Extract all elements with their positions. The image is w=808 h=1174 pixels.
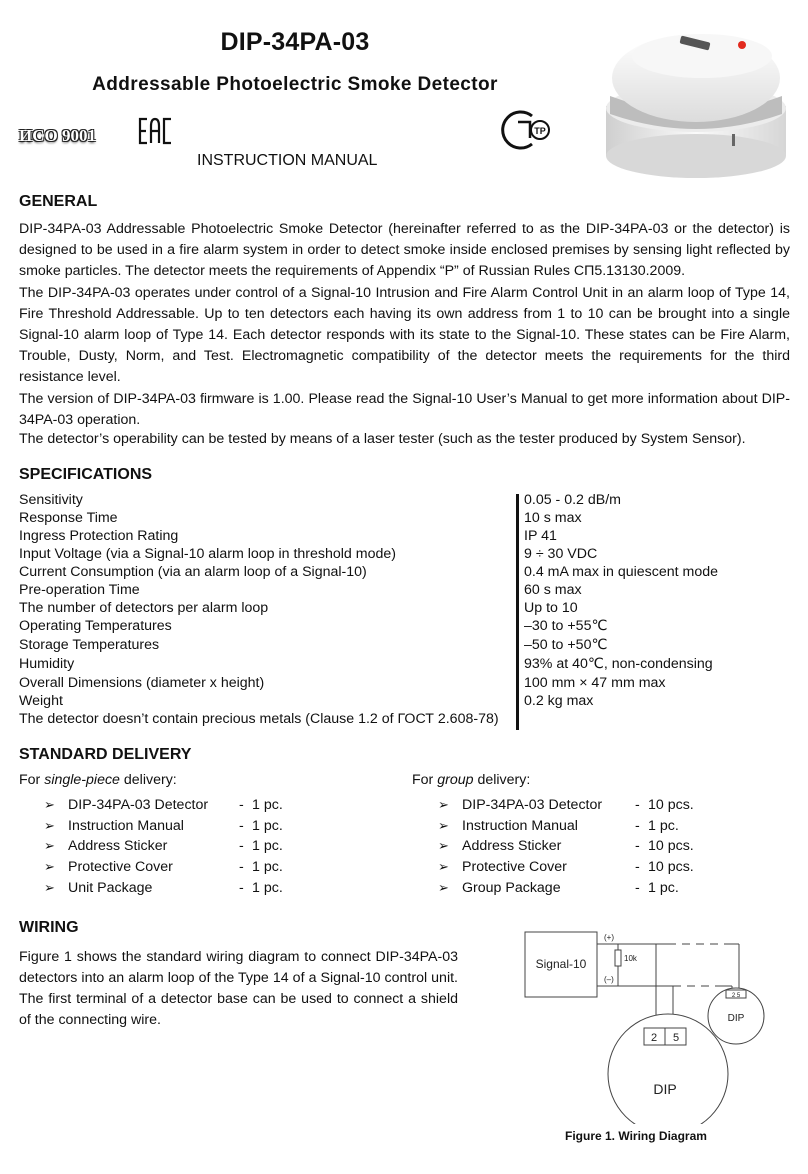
spec-value: Up to 10 — [524, 600, 578, 616]
spec-row — [19, 693, 799, 711]
eac-logo — [138, 116, 174, 146]
delivery-list-item — [438, 818, 738, 838]
delivery-item-dash: - — [635, 797, 640, 813]
arrow-bullet-icon: ➢ — [438, 859, 449, 875]
spec-value: 9 ÷ 30 VDC — [524, 546, 598, 562]
spec-row — [19, 546, 799, 564]
delivery-list-item — [44, 880, 344, 900]
delivery-item-quantity: 1 pc. — [252, 859, 283, 876]
general-heading: GENERAL — [19, 193, 98, 210]
arrow-bullet-icon: ➢ — [44, 817, 55, 833]
spec-row — [19, 637, 799, 655]
spec-label: Sensitivity — [19, 492, 83, 508]
spec-row — [19, 528, 799, 546]
minus-terminal-label: (–) — [604, 975, 614, 984]
spec-row — [19, 564, 799, 582]
spec-label: Response Time — [19, 510, 118, 526]
delivery-item-quantity: 10 pcs. — [648, 859, 694, 876]
single-delivery-label: For single-piece delivery: — [19, 772, 177, 788]
spec-label: Storage Temperatures — [19, 637, 160, 653]
spec-value: 100 mm × 47 mm max — [524, 675, 666, 691]
resistor-label: 10k — [624, 954, 637, 963]
delivery-item-dash: - — [635, 817, 640, 834]
svg-text:ТР: ТР — [534, 126, 546, 136]
wiring-diagram — [518, 924, 778, 1124]
delivery-item-quantity: 1 pc. — [252, 817, 283, 834]
detector-large-label: DIP — [653, 1081, 677, 1097]
spec-value: 0.4 mA max in quiescent mode — [524, 564, 718, 580]
delivery-item-name: Instruction Manual — [462, 817, 578, 834]
spec-value: IP 41 — [524, 528, 557, 544]
small-terminals-label: 2 5 — [731, 993, 741, 999]
spec-label: The detector doesn’t contain precious metals (Clause 1.2 of ГОСТ 2.608-78) — [19, 711, 499, 727]
arrow-bullet-icon: ➢ — [44, 838, 55, 854]
general-paragraph-1: DIP-34PA-03 Addressable Photoelectric Smoke Detector (hereinafter referred to as the DIP-34PA-03 or the detector) is designed to be used in a fire alarm system in order to detect smoke inside enclosed premises by sensing light reflected by smoke particles. The detector meets the requirements of Appendix “P” of Russian Rules СП5.13130.2009. — [19, 221, 790, 279]
delivery-item-name: Address Sticker — [462, 838, 562, 855]
gost-certification-logo — [488, 108, 558, 152]
delivery-item-dash: - — [239, 817, 244, 834]
arrow-bullet-icon: ➢ — [44, 797, 55, 812]
delivery-item-name: DIP-34PA-03 Detector — [462, 797, 603, 813]
delivery-item-quantity: 1 pc. — [648, 879, 679, 896]
spec-label: Pre-operation Time — [19, 582, 140, 598]
spec-row — [19, 711, 799, 729]
spec-row — [19, 600, 799, 618]
spec-row — [19, 656, 799, 674]
signal-10-label: Signal-10 — [535, 957, 587, 971]
delivery-item-dash: - — [635, 838, 640, 855]
delivery-item-dash: - — [635, 879, 640, 896]
delivery-list-item — [438, 880, 738, 900]
delivery-item-name: Address Sticker — [68, 838, 168, 855]
delivery-item-name: Group Package — [462, 879, 561, 896]
spec-value: 60 s max — [524, 582, 582, 598]
spec-value: –30 to +55℃ — [524, 618, 608, 634]
general-paragraph-3: The version of DIP-34PA-03 firmware is 1.00. Please read the Signal-10 User’s Manual to get more information about DIP-34PA-03 operation. — [19, 391, 790, 428]
spec-row — [19, 510, 799, 528]
delivery-list-item — [438, 797, 738, 817]
delivery-item-quantity: 10 pcs. — [648, 838, 694, 855]
delivery-item-quantity: 1 pc. — [252, 838, 283, 855]
terminal-2-label: 2 — [650, 1032, 658, 1044]
delivery-list-item — [44, 818, 344, 838]
delivery-item-quantity: 1 pc. — [252, 797, 283, 813]
spec-row — [19, 492, 799, 510]
delivery-item-dash: - — [239, 838, 244, 855]
spec-label: Input Voltage (via a Signal-10 alarm loop in threshold mode) — [19, 546, 396, 562]
spec-label: Current Consumption (via an alarm loop of a Signal-10) — [19, 564, 367, 580]
delivery-list-item — [44, 859, 344, 879]
delivery-list-item — [438, 838, 738, 858]
spec-row — [19, 675, 799, 693]
spec-label: Weight — [19, 693, 63, 709]
arrow-bullet-icon: ➢ — [438, 817, 449, 833]
spec-row — [19, 618, 799, 636]
spec-value: 0.05 - 0.2 dB/m — [524, 492, 621, 508]
figure-caption: Figure 1. Wiring Diagram — [565, 1129, 707, 1143]
arrow-bullet-icon: ➢ — [44, 879, 55, 895]
delivery-item-dash: - — [239, 859, 244, 876]
delivery-list-item — [438, 859, 738, 879]
spec-label: Operating Temperatures — [19, 618, 172, 634]
iso-9001-logo: ИСО 9001 — [19, 126, 96, 145]
arrow-bullet-icon: ➢ — [438, 797, 449, 812]
delivery-item-name: Protective Cover — [462, 859, 567, 876]
delivery-item-quantity: 1 pc. — [648, 817, 679, 834]
standard-delivery-heading: STANDARD DELIVERY — [19, 746, 192, 763]
delivery-list-item — [44, 797, 344, 817]
specifications-heading: SPECIFICATIONS — [19, 466, 153, 483]
resistor — [615, 950, 621, 966]
delivery-item-dash: - — [239, 879, 244, 896]
delivery-item-name: Instruction Manual — [68, 817, 184, 834]
delivery-item-name: DIP-34PA-03 Detector — [68, 797, 209, 813]
spec-row — [19, 582, 799, 600]
terminal-5-label: 5 — [672, 1032, 680, 1044]
delivery-item-name: Unit Package — [68, 879, 153, 896]
delivery-item-quantity: 1 pc. — [252, 879, 283, 896]
group-delivery-label: For group delivery: — [412, 772, 531, 788]
delivery-item-dash: - — [239, 797, 244, 813]
spec-label: Overall Dimensions (diameter x height) — [19, 675, 265, 691]
wiring-paragraph: Figure 1 shows the standard wiring diagram to connect DIP-34PA-03 detectors into an alarm loop of the Type 14 of a Signal-10 control unit. The first terminal of a detector base can be used to connect a shield of the connecting wire. — [19, 949, 458, 1028]
spec-value: 10 s max — [524, 510, 582, 526]
smoke-detector-product-image — [592, 16, 800, 194]
arrow-bullet-icon: ➢ — [44, 859, 55, 875]
general-paragraph-2: The DIP-34PA-03 operates under control of a Signal-10 Intrusion and Fire Alarm Control Unit in an alarm loop of Type 14, Fire Threshold Addressable. Up to ten detectors each having its own address from 1 to 10 can be brought into a single Signal-10 alarm loop of Type 14. Each detector responds with its state to the Signal-10. These states can be Fire Alarm, Trouble, Dusty, Norm, and Test. Electromagnetic compatibility of the detector meets the requirements for the third resistance level. — [19, 285, 790, 385]
delivery-item-name: Protective Cover — [68, 859, 173, 876]
delivery-item-dash: - — [635, 859, 640, 876]
arrow-bullet-icon: ➢ — [438, 879, 449, 895]
wiring-heading: WIRING — [19, 919, 79, 936]
document-subtitle: Addressable Photoelectric Smoke Detector — [92, 74, 498, 95]
delivery-list-item — [44, 838, 344, 858]
spec-value: –50 to +50℃ — [524, 637, 608, 653]
document-title: DIP-34PA-03 — [220, 28, 370, 56]
spec-label: Ingress Protection Rating — [19, 528, 179, 544]
delivery-item-quantity: 10 pcs. — [648, 797, 694, 813]
spec-value: 93% at 40℃, non-condensing — [524, 656, 713, 672]
detector-small-label: DIP — [727, 1013, 745, 1024]
spec-label: The number of detectors per alarm loop — [19, 600, 269, 616]
general-paragraph-4: The detector’s operability can be tested by means of a laser tester (such as the tester produced by System Sensor). — [19, 431, 746, 447]
spec-value: 0.2 kg max — [524, 693, 594, 709]
arrow-bullet-icon: ➢ — [438, 838, 449, 854]
plus-terminal-label: (+) — [604, 933, 614, 942]
instruction-manual-label: INSTRUCTION MANUAL — [197, 152, 378, 169]
spec-label: Humidity — [19, 656, 75, 672]
